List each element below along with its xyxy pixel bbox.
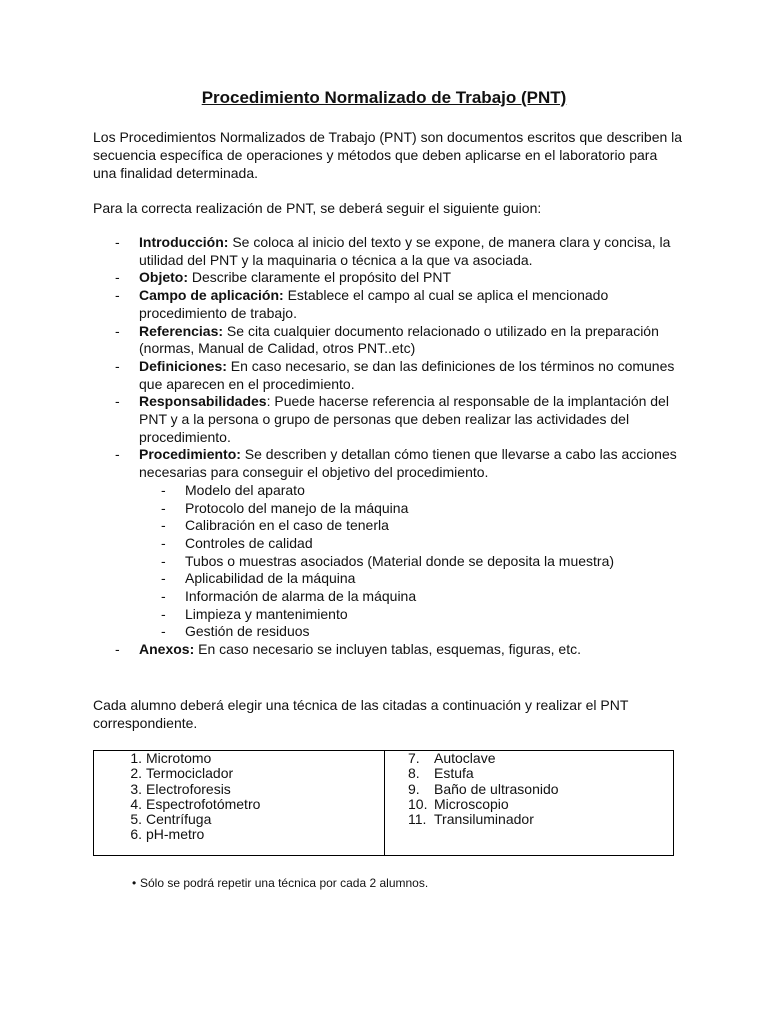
procedure-item [139, 570, 693, 588]
technique-name: Espectrofotómetro [146, 795, 261, 812]
technique-name: pH-metro [146, 826, 205, 843]
section-item-anexos [93, 641, 693, 659]
technique-item [408, 812, 559, 827]
procedure-item-label: Tubos o muestras asociados (Material donde se deposita la muestra) [185, 552, 615, 569]
assignment-paragraph: Cada alumno deberá elegir una técnica de las citadas a continuación y realizar el PNT correspondiente. [93, 697, 629, 731]
procedure-item-label: Protocolo del manejo de la máquina [185, 499, 409, 516]
dash-marker: - [161, 499, 166, 516]
note-text: Sólo se podrá repetir una técnica por cada 2 alumnos. [140, 876, 429, 890]
bullet-icon: • [132, 876, 137, 890]
procedure-item-label: Limpieza y mantenimiento [185, 605, 348, 622]
procedure-item [139, 606, 693, 624]
section-term: Anexos: [139, 641, 195, 658]
section-term: Introducción: [139, 234, 229, 250]
procedure-item [139, 588, 693, 606]
section-term: Procedimiento: [139, 446, 241, 463]
section-text: : Puede hacerse referencia al responsable de la implantación del PNT y a la persona o grupo de personas que deben realizar las actividades del procedimiento. [139, 393, 669, 445]
dash-marker: - [161, 570, 166, 587]
intro-paragraph: Los Procedimientos Normalizados de Trabajo (PNT) son documentos escritos que describen la secuencia específica de operaciones y métodos que deben aplicarse en el laboratorio para una finalidad determinada. [93, 129, 683, 181]
technique-number: 10. [408, 795, 428, 812]
page-title: Procedimiento Normalizado de Trabajo (PNT) [201, 88, 567, 107]
section-text: Se describen y detallan cómo tienen que llevarse a cabo las acciones necesarias para conseguir el objetivo del procedimiento. [139, 446, 677, 481]
dash-marker: - [115, 393, 120, 410]
technique-item [408, 797, 559, 812]
technique-number: 9. [408, 780, 420, 797]
technique-number: 11. [408, 811, 427, 828]
procedure-item-label: Aplicabilidad de la máquina [185, 570, 356, 587]
section-text: En caso necesario, se dan las definiciones de los términos no comunes que aparecen en el procedimiento. [139, 357, 675, 392]
dash-marker: - [161, 481, 166, 498]
technique-item [408, 782, 559, 797]
procedure-item-label: Información de alarma de la máquina [185, 588, 417, 605]
section-term: Objeto: [139, 269, 188, 286]
section-list [93, 234, 693, 659]
section-item-procedimiento [93, 446, 693, 641]
technique-item [120, 797, 260, 812]
technique-item [120, 782, 260, 797]
dash-marker: - [115, 357, 120, 374]
section-text: Describe claramente el propósito del PNT [188, 269, 452, 286]
dash-marker: - [115, 269, 120, 286]
procedure-item [139, 553, 693, 571]
section-item-campo [93, 287, 693, 322]
dash-marker: - [115, 446, 120, 463]
section-term: Responsabilidades [139, 393, 267, 410]
techniques-column-right [408, 751, 559, 827]
dash-marker: - [161, 588, 166, 605]
dash-marker: - [161, 517, 166, 534]
section-text: En caso necesario se incluyen tablas, esquemas, figuras, etc. [194, 641, 581, 658]
section-item-responsabilidades [93, 393, 693, 446]
dash-marker: - [161, 552, 166, 569]
technique-number: 6. [130, 826, 142, 843]
technique-name: Baño de ultrasonido [434, 780, 559, 797]
guide-intro: Para la correcta realización de PNT, se deberá seguir el siguiente guion: [93, 200, 542, 216]
section-item-referencias [93, 323, 693, 358]
technique-name: Autoclave [434, 750, 496, 766]
technique-name: Microtomo [146, 750, 212, 766]
technique-name: Microscopio [434, 795, 509, 812]
procedure-item-label: Modelo del aparato [185, 481, 305, 498]
techniques-table [93, 750, 674, 856]
procedure-item-label: Gestión de residuos [185, 623, 310, 640]
procedure-sublist [139, 482, 693, 641]
section-term: Referencias: [139, 322, 224, 339]
techniques-column-left [120, 751, 260, 843]
technique-name: Centrífuga [146, 811, 212, 828]
column-divider [384, 751, 385, 855]
technique-number: 4. [130, 795, 142, 812]
dash-marker: - [115, 322, 120, 339]
section-text: Se cita cualquier documento relacionado o utilizado en la preparación (normas, Manual de Calidad, otros PNT..etc) [139, 322, 659, 357]
technique-item [408, 766, 559, 781]
dash-marker: - [115, 234, 120, 250]
technique-item [120, 751, 260, 766]
technique-name: Estufa [434, 765, 474, 782]
technique-item [120, 827, 260, 842]
technique-item [120, 766, 260, 781]
section-term: Campo de aplicación: [139, 287, 284, 304]
procedure-item [139, 623, 693, 641]
technique-number: 2. [130, 765, 142, 782]
technique-number: 5. [130, 811, 142, 828]
procedure-item [139, 500, 693, 518]
technique-name: Termociclador [146, 765, 234, 782]
technique-item [120, 812, 260, 827]
dash-marker: - [161, 534, 166, 551]
technique-name: Transiluminador [434, 811, 534, 828]
procedure-item [139, 482, 693, 500]
dash-marker: - [161, 623, 166, 640]
dash-marker: - [115, 641, 120, 658]
procedure-item-label: Controles de calidad [185, 534, 313, 551]
technique-item [408, 751, 559, 766]
technique-name: Electroforesis [146, 780, 231, 797]
section-text: Establece el campo al cual se aplica el mencionado procedimiento de trabajo. [139, 287, 609, 321]
dash-marker: - [161, 605, 166, 622]
technique-number: 1. [130, 750, 142, 766]
technique-number: 8. [408, 765, 420, 782]
section-item-definiciones [93, 358, 693, 393]
section-item-introduccion [93, 234, 693, 269]
section-text: Se coloca al inicio del texto y se expone, de manera clara y concisa, la utilidad del PNT y la maquinaria o técnica a la que va asociada. [139, 234, 671, 268]
procedure-item [139, 517, 693, 535]
procedure-item-label: Calibración en el caso de tenerla [185, 517, 389, 534]
section-term: Definiciones: [139, 357, 227, 374]
procedure-item [139, 535, 693, 553]
dash-marker: - [115, 287, 120, 304]
note [132, 876, 429, 890]
technique-number: 7. [408, 750, 420, 766]
section-item-objeto [93, 269, 693, 287]
technique-number: 3. [130, 780, 142, 797]
